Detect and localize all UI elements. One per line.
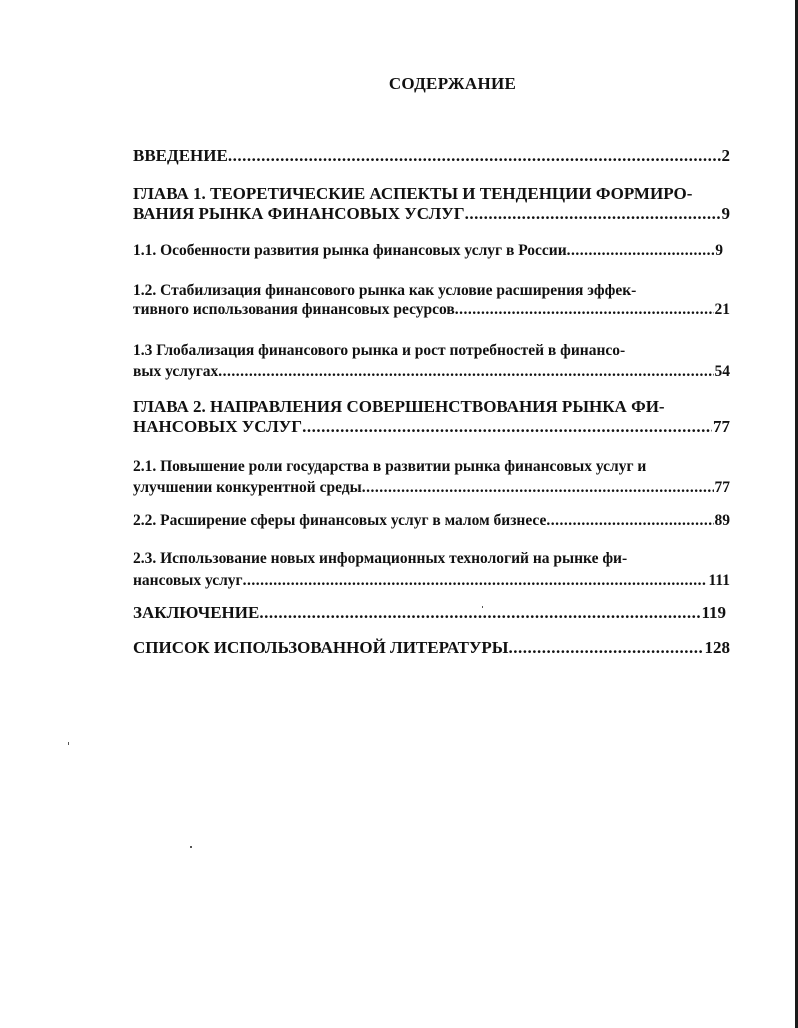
- toc-entry-text: тивного использования финансовых ресурсов: [133, 301, 455, 318]
- toc-page-number: 77: [713, 417, 730, 436]
- toc-page-number: 128: [704, 638, 730, 657]
- toc-title: СОДЕРЖАНИЕ: [388, 74, 517, 93]
- toc-page-number: 111: [708, 572, 730, 589]
- toc-entry-bibliography[interactable]: [133, 638, 730, 658]
- toc-entry-section-1-3[interactable]: [133, 340, 730, 382]
- scan-speck: [482, 606, 483, 608]
- dot-leader: [259, 603, 700, 623]
- toc-entry-text: 2.1. Повышение роли государства в развитии рынка финансовых услуг и: [133, 458, 647, 475]
- dot-leader: [228, 146, 721, 166]
- toc-page-number: 89: [714, 512, 730, 529]
- toc-entry-text: вых услугах: [133, 363, 219, 380]
- toc-entry-text: 1.2. Стабилизация финансового рынка как условие расширения эффек-: [133, 282, 637, 299]
- toc-entry-text: ЗАКЛЮЧЕНИЕ: [133, 603, 260, 622]
- toc-page-number: 77: [714, 479, 730, 496]
- toc-entry-text: ГЛАВА 2. НАПРАВЛЕНИЯ СОВЕРШЕНСТВОВАНИЯ РЫНКА ФИ-: [133, 397, 665, 416]
- dot-leader: [218, 361, 713, 382]
- toc-page-number: 21: [714, 301, 730, 318]
- scan-speck: [68, 742, 69, 745]
- toc-page-number: 2: [721, 146, 730, 165]
- toc-entry-conclusion[interactable]: [133, 603, 726, 623]
- toc-entry-text: 2.3. Использование новых информационных технологий на рынке фи-: [133, 550, 628, 567]
- toc-entry-text: НАНСОВЫХ УСЛУГ: [133, 417, 303, 436]
- toc-entry-text: 1.3 Глобализация финансового рынка и рост потребностей в финансо-: [133, 342, 626, 359]
- toc-page-number: 9: [715, 242, 723, 259]
- dot-leader: [362, 477, 714, 498]
- toc-page-number: 9: [721, 204, 730, 223]
- scan-speck: [190, 846, 192, 848]
- toc-entry-text: ВАНИЯ РЫНКА ФИНАНСОВЫХ УСЛУГ: [133, 204, 465, 223]
- dot-leader: [546, 512, 713, 530]
- toc-entry-section-2-2[interactable]: [133, 512, 730, 530]
- toc-entry-text: СПИСОК ИСПОЛЬЗОВАННОЙ ЛИТЕРАТУРЫ: [133, 638, 509, 657]
- toc-page-number: 54: [714, 363, 730, 380]
- toc-entry-chapter-1[interactable]: [133, 184, 730, 224]
- dot-leader: [509, 638, 704, 658]
- toc-entry-section-2-3[interactable]: [133, 548, 730, 592]
- toc-entry-section-1-2[interactable]: [133, 281, 730, 319]
- toc-entry-section-2-1[interactable]: [133, 456, 730, 498]
- dot-leader: [567, 242, 715, 260]
- dot-leader: [243, 570, 708, 592]
- toc-entry-chapter-2[interactable]: [133, 397, 730, 437]
- toc-entry-text: ВВЕДЕНИЕ: [133, 146, 228, 165]
- dot-leader: [302, 417, 712, 437]
- toc-entry-text: ГЛАВА 1. ТЕОРЕТИЧЕСКИЕ АСПЕКТЫ И ТЕНДЕНЦИИ ФОРМИРО-: [133, 184, 693, 203]
- toc-entry-introduction[interactable]: [133, 146, 730, 166]
- toc-entry-section-1-1[interactable]: [133, 242, 730, 260]
- toc-entry-text: нансовых услуг: [133, 572, 243, 589]
- toc-entry-text: 1.1. Особенности развития рынка финансовых услуг в России: [133, 242, 567, 259]
- toc-page-number: 119: [701, 603, 726, 622]
- toc-entry-text: улучшении конкурентной среды: [133, 479, 362, 496]
- dot-leader: [465, 204, 721, 224]
- dot-leader: [455, 300, 714, 319]
- toc-entry-text: 2.2. Расширение сферы финансовых услуг в малом бизнесе: [133, 512, 547, 529]
